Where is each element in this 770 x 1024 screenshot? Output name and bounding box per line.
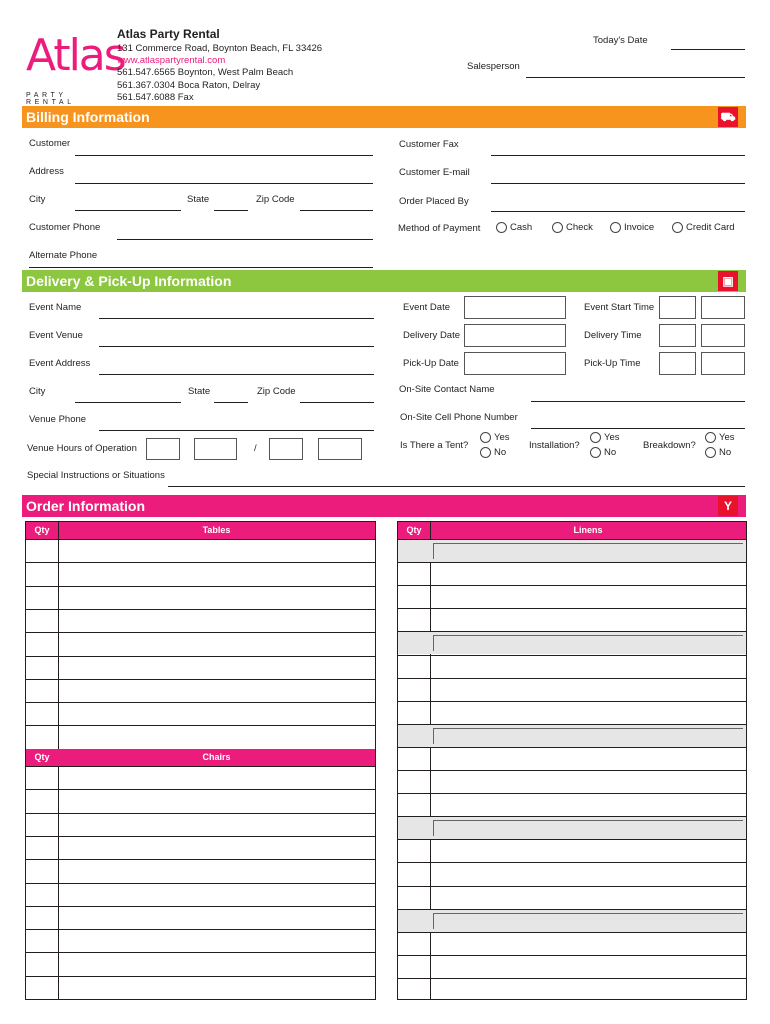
event-venue-label: Event Venue — [29, 330, 83, 341]
tent-yes-option[interactable] — [480, 432, 510, 443]
special-instructions-label: Special Instructions or Situations — [27, 470, 165, 481]
company-website[interactable]: www.atlaspartyrental.com — [117, 55, 226, 66]
order-placed-by-label: Order Placed By — [399, 196, 469, 207]
todays-date-label: Today's Date — [593, 35, 648, 46]
list-item[interactable] — [398, 955, 746, 978]
payment-cash-option[interactable] — [496, 222, 532, 233]
salesperson-label: Salesperson — [467, 61, 520, 72]
delivery-section-header — [22, 270, 746, 292]
event-zip-field[interactable] — [300, 402, 374, 403]
list-item[interactable] — [398, 816, 746, 839]
tent-no-option[interactable] — [480, 447, 506, 458]
delivery-date-field[interactable] — [464, 324, 566, 347]
billing-city-field[interactable] — [75, 210, 181, 211]
billing-city-label: City — [29, 194, 46, 205]
special-instructions-field[interactable] — [168, 486, 745, 487]
list-item[interactable] — [398, 839, 746, 862]
event-state-label: State — [188, 386, 211, 397]
bus-icon: ▣ — [718, 271, 738, 291]
table-row[interactable] — [26, 539, 375, 562]
linens-grid — [397, 521, 747, 1000]
breakdown-no-radio[interactable] — [705, 447, 716, 458]
billing-title: Billing Information — [26, 109, 150, 125]
event-address-label: Event Address — [29, 358, 91, 369]
alternate-phone-field[interactable] — [29, 267, 373, 268]
table-row[interactable] — [26, 586, 375, 609]
cash-radio[interactable] — [496, 222, 507, 233]
installation-yes-label: Yes — [604, 432, 620, 444]
customer-phone-label: Customer Phone — [29, 222, 101, 233]
table-row[interactable] — [26, 952, 375, 975]
table-row[interactable] — [26, 562, 375, 585]
event-venue-field[interactable] — [99, 346, 374, 347]
table-row[interactable] — [26, 679, 375, 702]
event-zip-label: Zip Code — [257, 386, 296, 397]
customer-label: Customer — [29, 138, 71, 149]
delivery-time-label: Delivery Time — [584, 330, 642, 341]
payment-method-label: Method of Payment — [398, 223, 481, 234]
venue-hours-open-2[interactable] — [194, 438, 237, 460]
installation-yes-radio[interactable] — [590, 432, 601, 443]
order-placed-by-field[interactable] — [491, 211, 745, 212]
company-logo — [24, 24, 125, 106]
list-item[interactable] — [398, 747, 746, 770]
tent-label: Is There a Tent? — [400, 440, 469, 451]
event-city-label: City — [29, 386, 46, 397]
venue-hours-open-1[interactable] — [146, 438, 180, 460]
delivery-date-label: Delivery Date — [403, 330, 461, 341]
tables-qty-header: Qty — [34, 525, 50, 535]
list-item[interactable] — [398, 539, 746, 562]
tables-grid — [25, 521, 376, 1000]
chairs-title: Chairs — [202, 752, 231, 762]
event-date-label: Event Date — [403, 302, 450, 313]
address-field[interactable] — [75, 183, 373, 184]
billing-state-label: State — [187, 194, 210, 205]
list-item[interactable] — [398, 701, 746, 724]
table-row[interactable] — [26, 929, 375, 952]
logo-wordmark: Atlas — [26, 30, 125, 81]
table-row[interactable] — [26, 609, 375, 632]
credit-card-radio[interactable] — [672, 222, 683, 233]
list-item[interactable] — [398, 724, 746, 747]
list-item[interactable] — [398, 770, 746, 793]
venue-hours-label: Venue Hours of Operation — [27, 443, 137, 454]
list-item[interactable] — [398, 655, 746, 678]
billing-state-field[interactable] — [214, 210, 248, 211]
delivery-min-field[interactable] — [701, 324, 745, 347]
tent-yes-label: Yes — [494, 432, 510, 444]
tent-no-label: No — [494, 447, 507, 459]
order-title: Order Information — [26, 498, 146, 514]
todays-date-field[interactable] — [671, 49, 745, 50]
breakdown-no-label: No — [719, 447, 732, 459]
event-address-field[interactable] — [99, 374, 374, 375]
billing-zip-field[interactable] — [300, 210, 373, 211]
linen-input-field[interactable] — [433, 543, 743, 559]
venue-hours-separator: / — [254, 443, 257, 454]
table-row[interactable] — [26, 883, 375, 906]
payment-invoice-option[interactable] — [610, 222, 654, 233]
company-address: 131 Commerce Road, Boynton Beach, FL 33426 — [117, 43, 323, 54]
installation-no-radio[interactable] — [590, 447, 601, 458]
pickup-date-label: Pick-Up Date — [403, 358, 459, 369]
venue-phone-field[interactable] — [99, 430, 374, 431]
tables-header — [26, 522, 375, 539]
invoice-radio[interactable] — [610, 222, 621, 233]
billing-section-header — [22, 106, 746, 128]
delivery-hour-field[interactable] — [659, 324, 696, 347]
table-row[interactable] — [26, 813, 375, 836]
breakdown-yes-radio[interactable] — [705, 432, 716, 443]
payment-credit-option[interactable] — [672, 222, 735, 233]
table-row[interactable] — [26, 789, 375, 812]
installation-label: Installation? — [529, 440, 580, 451]
onsite-cell-label: On-Site Cell Phone Number — [400, 412, 518, 423]
table-row[interactable] — [26, 656, 375, 679]
pickup-date-field[interactable] — [464, 352, 566, 375]
customer-email-field[interactable] — [491, 183, 745, 184]
event-name-label: Event Name — [29, 302, 82, 313]
list-item[interactable] — [398, 862, 746, 885]
venue-phone-label: Venue Phone — [29, 414, 87, 425]
linens-title: Linens — [573, 525, 603, 535]
event-date-field[interactable] — [464, 296, 566, 319]
venue-hours-close-1[interactable] — [269, 438, 303, 460]
credit-card-label: Credit Card — [686, 222, 735, 234]
list-item[interactable] — [398, 932, 746, 955]
linen-input-field[interactable] — [433, 728, 743, 744]
event-name-field[interactable] — [99, 318, 374, 319]
installation-yes-option[interactable] — [590, 432, 620, 443]
event-start-min-field[interactable] — [701, 296, 745, 319]
address-label: Address — [29, 166, 64, 177]
event-start-time-label: Event Start Time — [584, 302, 655, 313]
cash-label: Cash — [510, 222, 533, 234]
linens-header — [398, 522, 746, 539]
event-city-field[interactable] — [75, 402, 181, 403]
customer-fax-label: Customer Fax — [399, 139, 459, 150]
linens-qty-header: Qty — [406, 525, 422, 535]
chairs-qty-header: Qty — [34, 752, 50, 762]
check-label: Check — [566, 222, 593, 234]
event-start-hour-field[interactable] — [659, 296, 696, 319]
list-item[interactable] — [398, 909, 746, 932]
table-row[interactable] — [26, 976, 375, 999]
tables-title: Tables — [202, 525, 231, 535]
list-item[interactable] — [398, 978, 746, 1001]
company-name: Atlas Party Rental — [117, 27, 220, 41]
installation-no-label: No — [604, 447, 617, 459]
invoice-label: Invoice — [624, 222, 655, 234]
table-row[interactable] — [26, 906, 375, 929]
installation-no-option[interactable] — [590, 447, 616, 458]
list-item[interactable] — [398, 608, 746, 631]
company-fax: 561.547.6088 Fax — [117, 92, 194, 103]
list-item[interactable] — [398, 793, 746, 816]
breakdown-yes-label: Yes — [719, 432, 735, 444]
salesperson-field[interactable] — [526, 77, 745, 78]
pickup-hour-field[interactable] — [659, 352, 696, 375]
company-phone-boynton: 561.547.6565 Boynton, West Palm Beach — [117, 67, 294, 78]
table-row[interactable] — [26, 859, 375, 882]
truck-icon: ⛟ — [718, 107, 738, 127]
breakdown-label: Breakdown? — [643, 440, 696, 451]
company-phone-boca: 561.367.0304 Boca Raton, Delray — [117, 80, 261, 91]
customer-phone-field[interactable] — [117, 239, 373, 240]
linen-input-field[interactable] — [433, 913, 743, 929]
pickup-min-field[interactable] — [701, 352, 745, 375]
table-row[interactable] — [26, 725, 375, 748]
list-item[interactable] — [398, 886, 746, 909]
breakdown-yes-option[interactable] — [705, 432, 735, 443]
onsite-contact-label: On-Site Contact Name — [399, 384, 495, 395]
check-radio[interactable] — [552, 222, 563, 233]
list-item[interactable] — [398, 585, 746, 608]
customer-email-label: Customer E-mail — [399, 167, 470, 178]
linen-input-field[interactable] — [433, 635, 743, 651]
list-item[interactable] — [398, 631, 746, 654]
chairs-header — [26, 749, 375, 766]
table-row[interactable] — [26, 836, 375, 859]
customer-field[interactable] — [75, 155, 373, 156]
list-item[interactable] — [398, 678, 746, 701]
payment-check-option[interactable] — [552, 222, 593, 233]
order-section-header — [22, 495, 746, 517]
breakdown-no-option[interactable] — [705, 447, 731, 458]
customer-fax-field[interactable] — [491, 155, 745, 156]
tent-yes-radio[interactable] — [480, 432, 491, 443]
delivery-title: Delivery & Pick-Up Information — [26, 273, 232, 289]
onsite-cell-field[interactable] — [531, 428, 745, 429]
billing-zip-label: Zip Code — [256, 194, 295, 205]
tent-no-radio[interactable] — [480, 447, 491, 458]
table-row[interactable] — [26, 632, 375, 655]
onsite-contact-field[interactable] — [531, 401, 745, 402]
list-item[interactable] — [398, 562, 746, 585]
linen-input-field[interactable] — [433, 820, 743, 836]
venue-hours-close-2[interactable] — [318, 438, 362, 460]
table-row[interactable] — [26, 766, 375, 789]
alternate-phone-label: Alternate Phone — [29, 250, 98, 261]
event-state-field[interactable] — [214, 402, 248, 403]
logo-subtitle: PARTY RENTAL — [26, 92, 75, 106]
table-row[interactable] — [26, 702, 375, 725]
pickup-time-label: Pick-Up Time — [584, 358, 641, 369]
cocktail-glass-icon: Y — [718, 496, 738, 516]
